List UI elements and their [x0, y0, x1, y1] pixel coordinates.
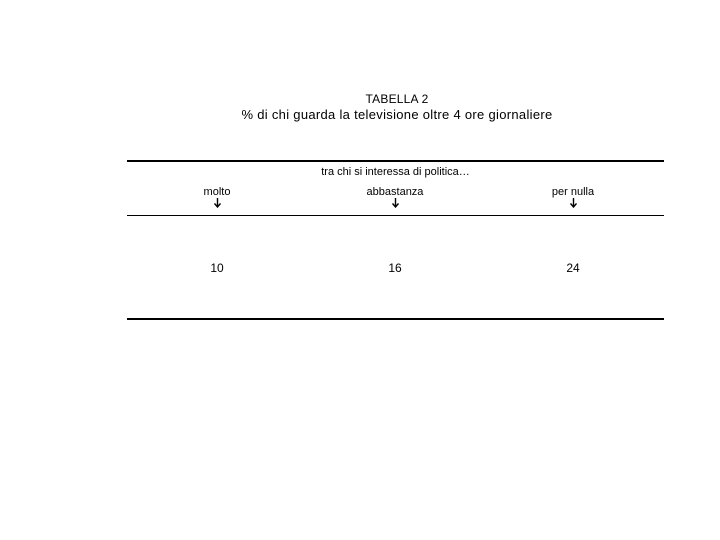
- down-arrow-icon: [325, 198, 465, 210]
- column-header-abbastanza: abbastanza: [366, 186, 424, 198]
- table-label: TABELLA 2: [365, 92, 429, 106]
- table-cell: 24: [566, 261, 580, 275]
- table-cell: 10: [210, 261, 224, 275]
- column-group-header: tra chi si interessa di politica…: [321, 166, 470, 178]
- down-arrow-icon: [147, 198, 287, 210]
- column-header-molto: molto: [203, 186, 231, 198]
- column-header-per-nulla: per nulla: [551, 186, 595, 198]
- down-arrow-icon: [503, 198, 643, 210]
- table-header-rule: [127, 215, 664, 216]
- table-cell: 16: [388, 261, 402, 275]
- table-title: % di chi guarda la televisione oltre 4 ore giornaliere: [241, 107, 553, 122]
- table-top-rule: [127, 160, 664, 162]
- table-bottom-rule: [127, 318, 664, 320]
